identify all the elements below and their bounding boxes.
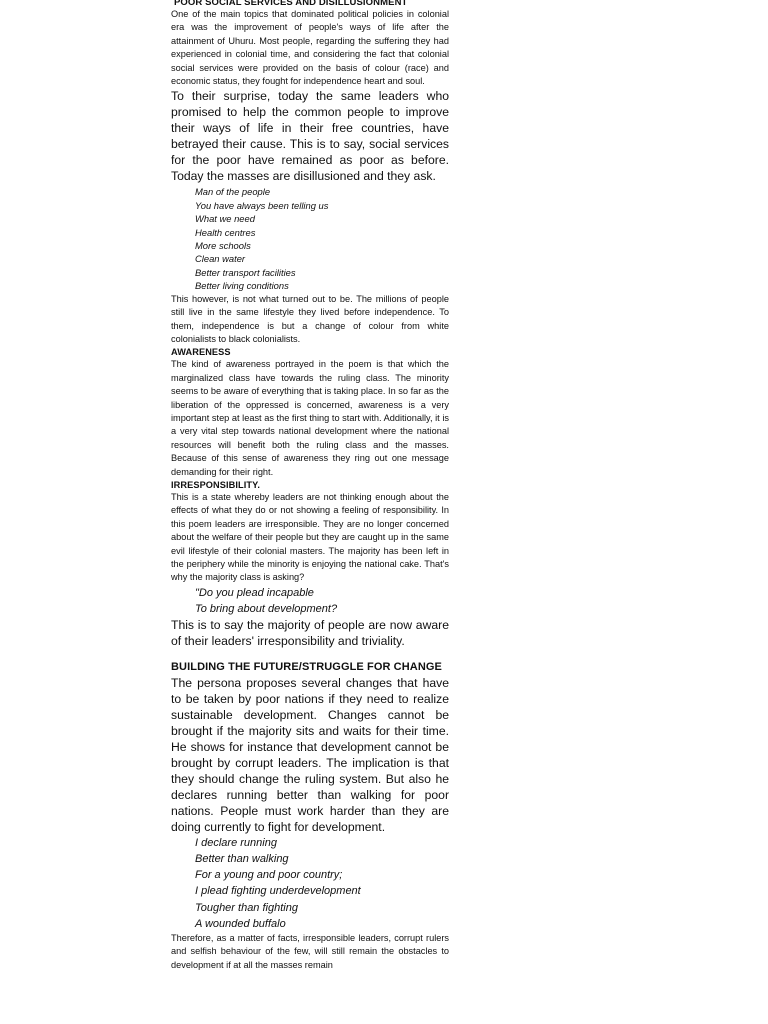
poem-line: Better than walking: [195, 853, 289, 866]
document-page: [171, 0, 449, 972]
paragraph-intro: One of the main topics that dominated political policies in colonial era was the improvement of people's ways of life after the attainment of Uhuru. Most people, regarding the suffering they had experienced in colonial time, and considering the fact that colonial social services were provided on the basis of colour (race) and economic status, they fought for independence heart and soul.: [171, 9, 449, 87]
poem-line: A wounded buffalo: [195, 917, 286, 930]
poem-line: More schools: [195, 240, 251, 252]
poem-line: Clean water: [195, 253, 246, 265]
poem-line: I plead fighting underdevelopment: [195, 885, 361, 898]
paragraph-building-future: The persona proposes several changes that have to be taken by poor nations if they need to realize sustainable development. Changes cannot be brought if the majority sits and waits for their time. He shows for instance that development cannot be brought by corrupt leaders. The implication is that they should change the ruling system. But also he declares running better than walking for poor nations. People must work harder than they are doing currently to fight for development.: [171, 675, 449, 834]
poem-line: I declare running: [195, 836, 277, 849]
paragraph-irresponsibility-conclusion: This is to say the majority of people are now aware of their leaders' irresponsibility and triviality.: [171, 617, 449, 648]
poem-line: Tougher than fighting: [195, 901, 298, 914]
section-heading-poor-social-services: POOR SOCIAL SERVICES AND DISILLUSIONMENT: [174, 0, 408, 8]
poem-line: What we need: [195, 213, 255, 225]
paragraph-final: Therefore, as a matter of facts, irresponsible leaders, corrupt rulers and selfish behaviour of the few, will still remain the obstacles to development if at all the masses remain: [171, 933, 449, 970]
poem-line: You have always been telling us: [195, 199, 329, 211]
poem-excerpt-declare-running: [171, 835, 449, 932]
poem-line: Man of the people: [195, 186, 271, 198]
section-heading-irresponsibility: IRRESPONSIBILITY.: [171, 479, 260, 490]
paragraph-irresponsibility: This is a state whereby leaders are not thinking enough about the effects of what they do or not showing a feeling of responsibility. In this poem leaders are irresponsible. They are no longer concerned about the welfare of their people but they are caught up in the same evil lifestyle of their colonial masters. The majority has been left in the periphery while the minority is enjoying the national cake. That's why the majority class is asking?: [171, 491, 449, 583]
poem-line: Better transport facilities: [195, 266, 296, 278]
paragraph-surprise: To their surprise, today the same leaders who promised to help the common people to improve their ways of life in their free countries, have betrayed their cause. This is to say, social services for the poor have remained as poor as before. Today the masses are disillusioned and they ask.: [171, 89, 449, 184]
paragraph-after-poem: This however, is not what turned out to be. The millions of people still live in the same lifestyle they lived before independence. To them, independence is but a change of colour from white colonialists to black colonialists.: [171, 293, 449, 344]
section-heading-awareness: AWARENESS: [171, 347, 231, 358]
poem-line: Better living conditions: [195, 280, 289, 292]
paragraph-awareness: The kind of awareness portrayed in the poem is that which the marginalized class have towards the ruling class. The minority seems to be aware of everything that is taking place. In so far as the liberation of the oppressed is concerned, awareness is a very important step at least as the first thing to start with. Additionally, it is a very vital step towards national development where the national resources will benefit both the ruling class and the masses. Because of this sense of awareness they ring out one message demanding for their right.: [171, 359, 449, 477]
poem-line: "Do you plead incapable: [195, 586, 314, 599]
poem-line: To bring about development?: [195, 602, 338, 615]
section-heading-building-future: BUILDING THE FUTURE/STRUGGLE FOR CHANGE: [171, 660, 442, 673]
poem-excerpt-plead-incapable: [171, 585, 449, 617]
poem-excerpt-man-of-the-people: [171, 185, 449, 292]
poem-line: Health centres: [195, 226, 256, 238]
poem-line: For a young and poor country;: [195, 869, 343, 882]
